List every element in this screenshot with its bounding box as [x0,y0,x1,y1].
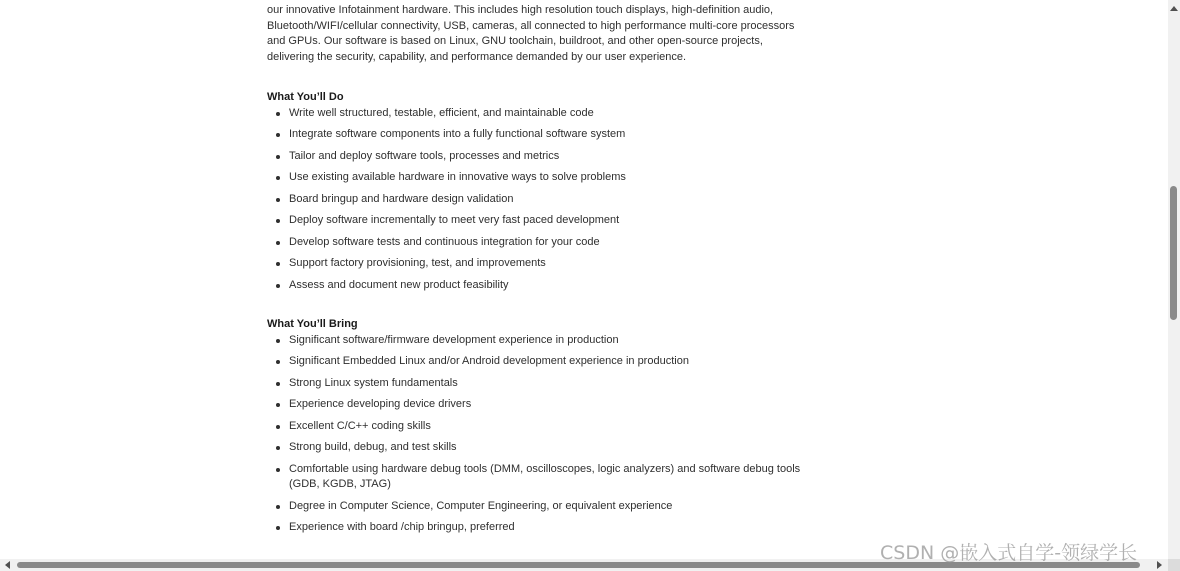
job-description [267,3,827,542]
list-item: Board bringup and hardware design validation [267,192,827,208]
scrollbar-corner [1168,559,1180,571]
list-item: Excellent C/C++ coding skills [267,419,827,435]
vertical-scroll-thumb[interactable] [1170,186,1177,320]
horizontal-scroll-thumb[interactable] [17,562,1140,568]
list-item: Significant Embedded Linux and/or Android development experience in production [267,354,827,370]
scroll-right-arrow-icon[interactable] [1157,561,1162,569]
list-item: Degree in Computer Science, Computer Engineering, or equivalent experience [267,499,827,515]
section-title-what-youll-bring: What You’ll Bring [267,318,358,330]
horizontal-scrollbar[interactable] [0,559,1168,571]
list-item: Integrate software components into a fully functional software system [267,127,827,143]
list-item: Strong Linux system fundamentals [267,376,827,392]
list-item: Support factory provisioning, test, and improvements [267,256,827,272]
list-item: Experience developing device drivers [267,397,827,413]
list-item: Experience with board /chip bringup, preferred [267,520,827,536]
list-item: Comfortable using hardware debug tools (DMM, oscilloscopes, logic analyzers) and software debug tools (GDB, KGDB, JTAG) [267,462,827,493]
scroll-up-arrow-icon[interactable] [1170,6,1178,11]
what-youll-bring-list [267,333,827,536]
scroll-left-arrow-icon[interactable] [5,561,10,569]
what-youll-do-list [267,106,827,294]
list-item: Strong build, debug, and test skills [267,440,827,456]
vertical-scrollbar[interactable] [1168,0,1180,559]
list-item: Use existing available hardware in innovative ways to solve problems [267,170,827,186]
list-item: Significant software/firmware development experience in production [267,333,827,349]
section-title-what-youll-do: What You’ll Do [267,91,344,103]
list-item: Write well structured, testable, efficient, and maintainable code [267,106,827,122]
list-item: Develop software tests and continuous integration for your code [267,235,827,251]
watermark: CSDN @嵌入式自学-领绿学长 [880,542,1138,564]
list-item: Tailor and deploy software tools, processes and metrics [267,149,827,165]
list-item: Deploy software incrementally to meet very fast paced development [267,213,827,229]
list-item: Assess and document new product feasibility [267,278,827,294]
intro-paragraph: our innovative Infotainment hardware. This includes high resolution touch displays, high-definition audio, Bluetooth/WIFI/cellular connectivity, USB, cameras, all connected to high performance multi-core processors and GPUs. Our software is based on Linux, GNU toolchain, buildroot, and other open-source projects, delivering the security, capability, and performance demanded by our user experience. [267,4,795,63]
